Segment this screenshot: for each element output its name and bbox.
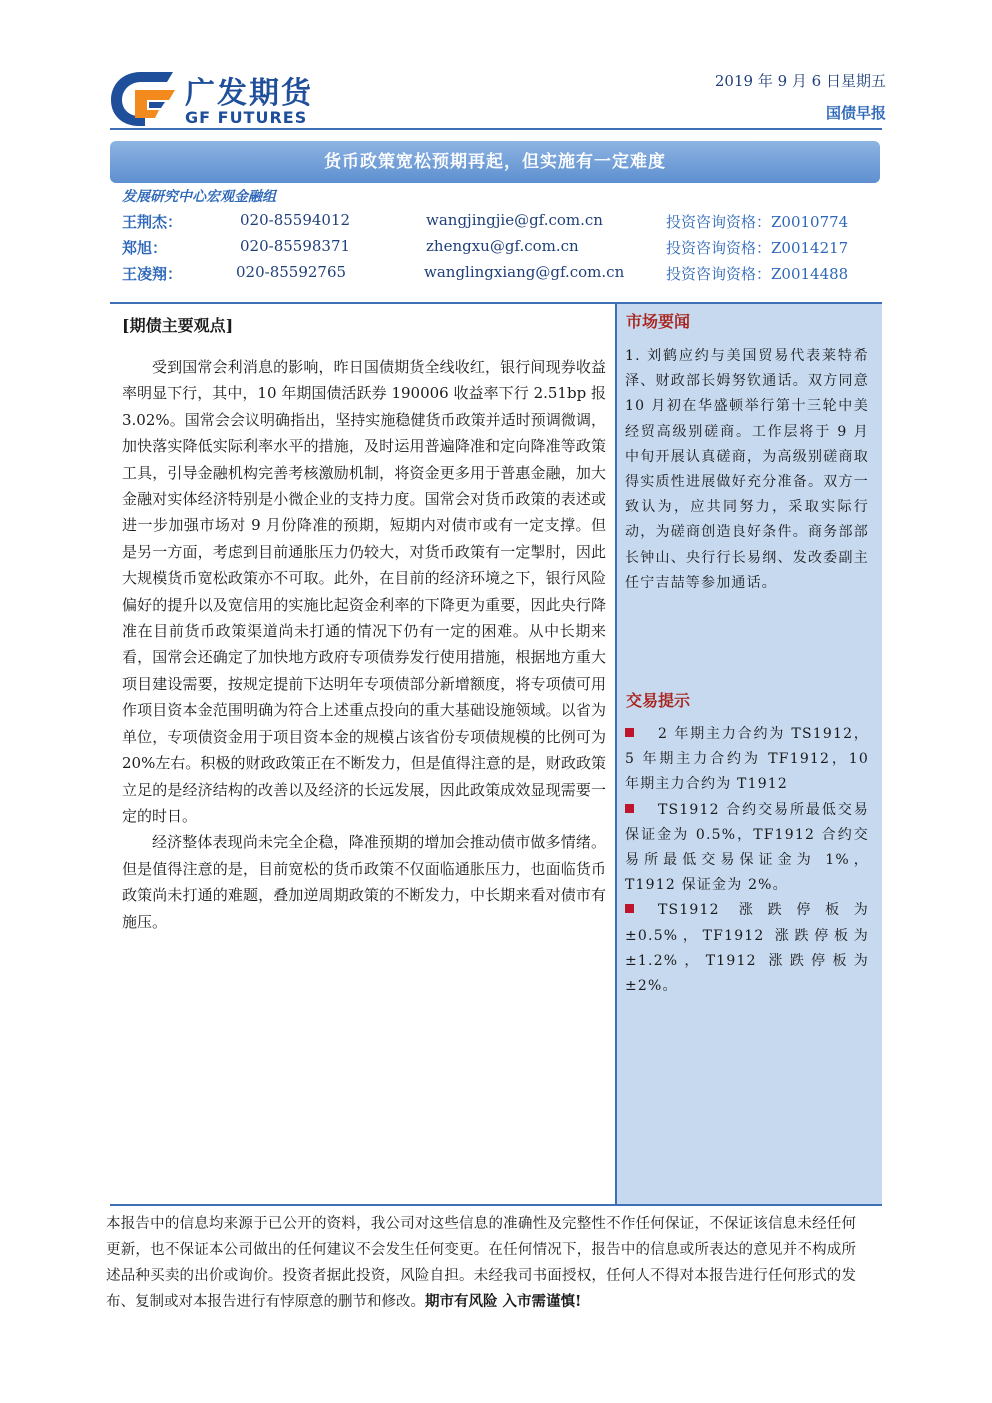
- trading-tips-heading: 交易提示: [626, 691, 691, 710]
- disclaimer: [106, 1211, 856, 1349]
- author-row: [0, 211, 992, 231]
- author-email[interactable]: zhengxu@gf.com.cn: [426, 237, 579, 255]
- logo-chinese-name: 广发期货: [185, 76, 313, 111]
- tip-item: [625, 798, 869, 899]
- author-email[interactable]: wanglingxiang@gf.com.cn: [424, 263, 625, 281]
- author-phone: 020-85598371: [240, 237, 351, 255]
- company-logo: [105, 66, 365, 130]
- author-row: [0, 263, 992, 283]
- news-heading: 市场要闻: [626, 312, 691, 331]
- logo-english-name: GF FUTURES: [185, 108, 308, 127]
- department-name: 发展研究中心宏观金融组: [122, 189, 276, 205]
- author-row: [0, 237, 992, 257]
- tip-text: TS1912 涨跌停板为 ±0.5%，TF1912 涨跌停板为 ±1.2%，T1912 涨跌停板为 ±2%。: [625, 902, 869, 995]
- square-bullet-icon: [625, 904, 634, 913]
- author-qualification: 投资咨询资格：Z0014488: [666, 265, 849, 283]
- tip-text: 2 年期主力合约为 TS1912，5 年期主力合约为 TF1912，10 年期主力合约为 T1912: [625, 726, 869, 793]
- tip-text: TS1912 合约交易所最低交易保证金为 0.5%，TF1912 合约交易所最低交易保证金为 1%，T1912 保证金为 2%。: [625, 801, 869, 894]
- author-qualification: 投资咨询资格：Z0010774: [666, 213, 849, 231]
- square-bullet-icon: [625, 804, 634, 813]
- author-qualification: 投资咨询资格：Z0014217: [666, 239, 849, 257]
- header-divider: [110, 128, 882, 130]
- news-body: 1. 刘鹤应约与美国贸易代表莱特希泽、财政部长姆努钦通话。双方同意 10 月初在华盛顿举行第十三轮中美经贸高级别磋商。工作层将于 9 月中旬开展认真磋商，为高级别磋商取得实质性进展做好充分准备。双方一致认为，应共同努力，采取实际行动，为磋商创造良好条件。商务部部长钟山、央行行长易纲、发改委副主任宁吉喆等参加通话。: [625, 348, 869, 591]
- author-phone: 020-85594012: [240, 211, 351, 229]
- main-paragraph: 经济整体表现尚未完全企稳，降准预期的增加会推动债市做多情绪。但是值得注意的是，目前宽松的货币政策不仅面临通胀压力，也面临货币政策尚未打通的难题，叠加逆周期政策的不断发力，中长期来看对债市有施压。: [122, 833, 606, 931]
- author-name: 王凌翔：: [122, 265, 183, 283]
- tip-item: [625, 898, 869, 999]
- main-section-body: [122, 354, 606, 935]
- tip-item: [625, 722, 869, 798]
- report-title: 货币政策宽松预期再起，但实施有一定难度: [110, 141, 880, 183]
- gf-logo-icon: [105, 66, 177, 130]
- author-name: 郑旭：: [122, 239, 168, 257]
- report-type: 国债早报: [825, 104, 886, 122]
- disclaimer-text: 本报告中的信息均来源于已公开的资料，我公司对这些信息的准确性及完整性不作任何保证，不保证该信息未经任何更新，也不保证本公司做出的任何建议不会发生任何变更。在任何情况下，报告中的信息或所表达的意见并不构成所述品种买卖的出价或询价。投资者据此投资，风险自担。未经我司书面授权，任何人不得对本报告进行任何形式的发布、复制或对本报告进行有悖原意的删节和修改。: [106, 1216, 856, 1310]
- author-name: 王荆杰：: [122, 213, 183, 231]
- main-section-heading: [期债主要观点]: [122, 316, 234, 335]
- author-email[interactable]: wangjingjie@gf.com.cn: [426, 211, 603, 229]
- main-paragraph: 受到国常会利消息的影响，昨日国债期货全线收红，银行间现券收益率明显下行，其中，10 年期国债活跃券 190006 收益率下行 2.51bp 报 3.02%。国常会会议明确指出，坚持实施稳健货币政策并适时预调微调，加快落实降低实际利率水平的措施，及时运用普遍降准和定向降准等政策工具，引导金融机构完善考核激励机制，将资金更多用于普惠金融，加大金融对实体经济特别是小微企业的支持力度。国常会对货币政策的表述或进一步加强市场对 9 月份降准的预期，短期内对债市或有一定支撑。但是另一方面，考虑到目前通胀压力仍较大，对货币政策有一定掣肘，因此大规模货币宽松政策亦不可取。此外，在目前的经济环境之下，银行风险偏好的提升以及宽信用的实施比起资金利率的下降更为重要，因此央行降准在目前货币政策渠道尚未打通的情况下仍有一定的困难。从中长期来看，国常会还确定了加快地方政府专项债券发行使用措施，根据地方重大项目建设需要，按规定提前下达明年专项债部分新增额度，将专项债可用作项目资本金范围明确为符合上述重点投向的重大基础设施领域。以省为单位，专项债资金用于项目资本金的规模占该省份专项债规模的比例可为 20%左右。积极的财政政策正在不断发力，但是值得注意的是，财政政策立足的是经济结构的改善以及经济的长远发展，因此政策成效显现需要一定的时日。: [122, 358, 606, 825]
- trading-tips-list: [625, 722, 869, 999]
- report-date: 2019 年 9 月 6 日星期五: [714, 72, 886, 90]
- risk-warning: 期市有风险 入市需谨慎!: [425, 1293, 582, 1310]
- author-phone: 020-85592765: [236, 263, 347, 281]
- body-bottom-divider: [110, 1204, 882, 1206]
- square-bullet-icon: [625, 728, 634, 737]
